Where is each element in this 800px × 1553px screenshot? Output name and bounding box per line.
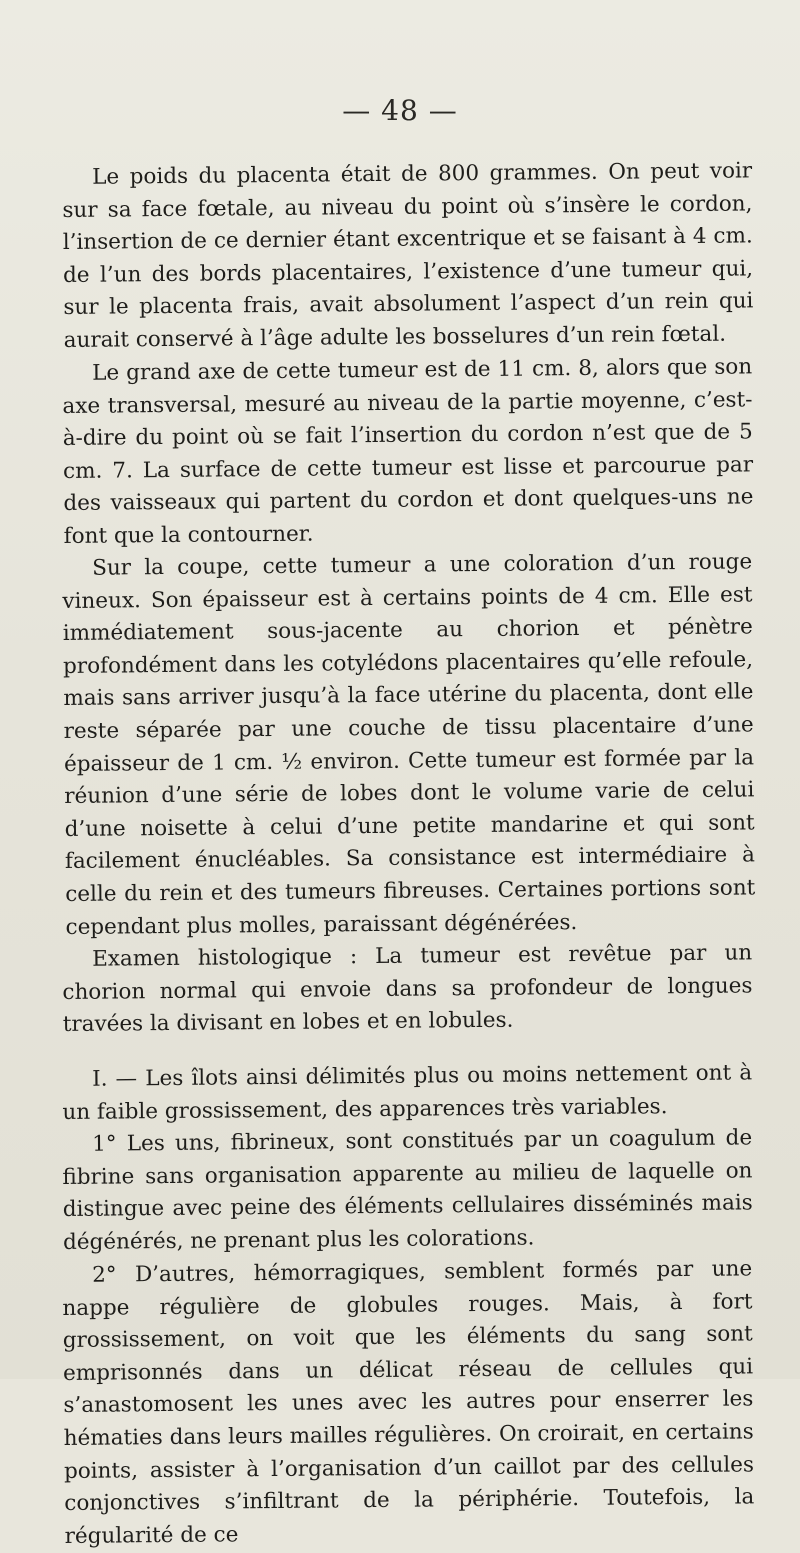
paragraph-islets: I. — Les îlots ainsi délimités plus ou moins nettement ont à un faible grossissement, des apparences très variables. (62, 1060, 753, 1125)
paragraph-placenta-weight: Le poids du placenta était de 800 grammes. On peut voir sur sa face fœtale, au niveau du point où s’insère le cordon, l’insertion de ce dernier étant excentrique et se faisant à 4 cm. de l’un des bords placentaires, l’existence d’une tumeur qui, sur le placenta frais, avait absolument l’aspect d’un rein qui aurait conservé à l’âge adulte les bosselures d’un rein fœtal. (62, 158, 754, 353)
paragraph-tumor-dimensions: Le grand axe de cette tumeur est de 11 cm. 8, alors que son axe transversal, mesuré au niveau de la partie moyenne, c’est-à-dire du point où se fait l’insertion du cordon n’est que de 5 cm. 7. La surface de cette tumeur est lisse et parcourue par des vaisseaux qui partent du cordon et dont quelques-uns ne font que la contourner. (62, 353, 754, 549)
paragraph-histology: Examen histologique : La tumeur est revêtue par un chorion normal qui envoie dans sa profondeur de longues travées la divisant en lobes et en lobules. (62, 940, 753, 1038)
page-number: — 48 — (342, 94, 458, 127)
paragraph-hemorrhagic: 2° D’autres, hémorragiques, semblent formés par une nappe régulière de globules rouges. Mais, à fort grossissement, on voit que les éléments du sang sont emprisonnés dans un délicat réseau de cellules qui s’anastomosent les unes avec les autres pour enserrer les hématies dans leurs mailles régulières. On croirait, en certains points, assister à l’organisation d’un caillot par des cellules conjonctives s’infiltrant de la périphérie. Toutefois, la régularité de ce (62, 1255, 755, 1549)
body-text (62, 158, 756, 1553)
paragraph-tumor-section: Sur la coupe, cette tumeur a une coloration d’un rouge vineux. Son épaisseur est à certains points de 4 cm. Elle est immédiatement sous-jacente au chorion et pénètre profondément dans les cotylédons placentaires qu’elle refoule, mais sans arriver jusqu’à la face utérine du placenta, dont elle reste séparée par une couche de tissu placentaire d’une épaisseur de 1 cm. ½ environ. Cette tumeur est formée par la réunion d’une série de lobes dont le volume varie de celui d’une noisette à celui d’une petite mandarine et qui sont facilement énucléables. Sa consistance est intermédiaire à celle du rein et des tumeurs fibreuses. Certaines portions sont cependant plus molles, paraissant dégénérées. (62, 549, 756, 940)
paragraph-fibrinous: 1° Les uns, fibrineux, sont constitués par un coagulum de fibrine sans organisation apparente au milieu de laquelle on distingue avec peine des éléments cellulaires disséminés mais dégénérés, ne prenant plus les colorations. (62, 1125, 753, 1255)
